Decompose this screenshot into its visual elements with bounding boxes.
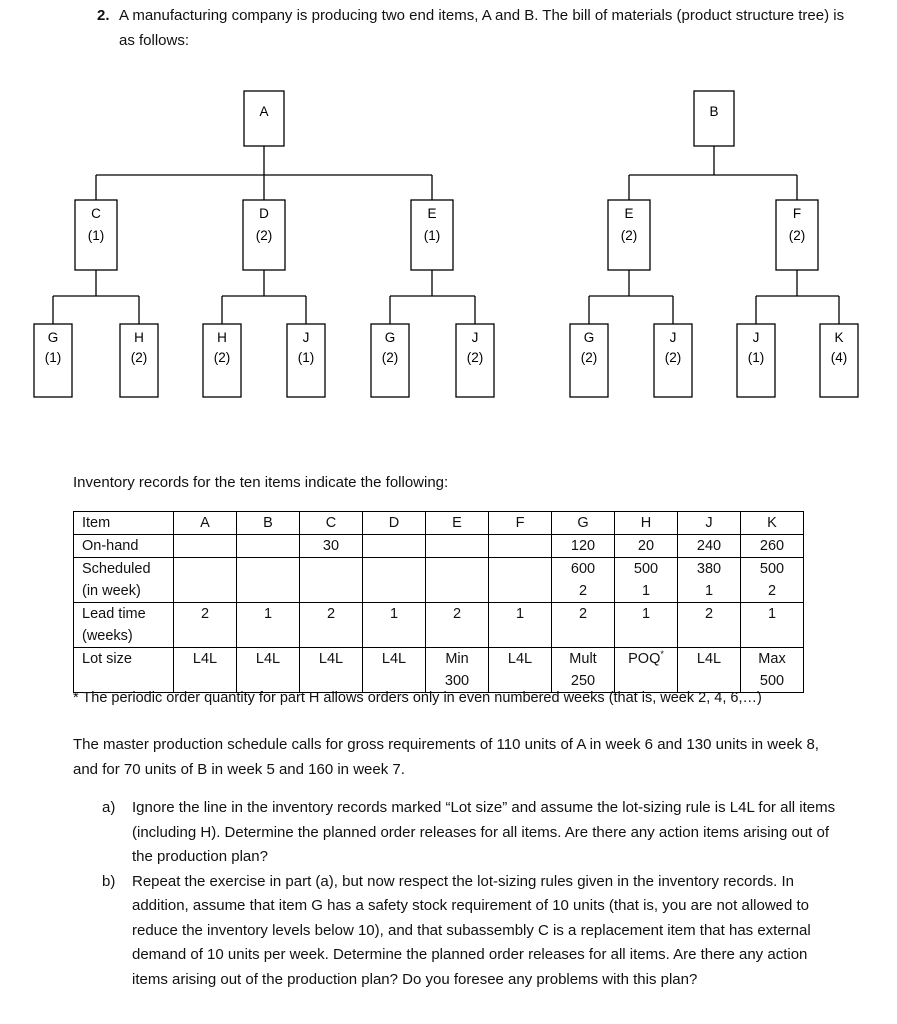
svg-text:J: J (669, 330, 677, 345)
svg-text:(1): (1) (44, 350, 62, 365)
inventory-intro: Inventory records for the ten items indicate the following: (73, 474, 449, 491)
question-list (100, 796, 840, 992)
cell: 2 (426, 603, 489, 648)
bom-node-d (243, 200, 285, 270)
bom-node-f (776, 200, 818, 270)
svg-text:J: J (302, 330, 310, 345)
svg-text:E: E (427, 206, 437, 221)
cell: 120 (552, 535, 615, 558)
cell (489, 558, 552, 603)
cell (426, 558, 489, 603)
problem-number: 2. (97, 7, 110, 24)
bom-leaf-h-under-d (203, 324, 241, 397)
question-text: Repeat the exercise in part (a), but now respect the lot-sizing rules given in the inventory records. In addition, assume that item G has a safety stock requirement of 10 units (that is, you are not allowed to reduce the inventory levels below 10), and that subassembly C is a replacement item that has external demand of 10 units per week. Determine the planned order releases for all items. Are there any action items arising out of the production plan? Do you foresee any problems with this plan? (132, 872, 811, 988)
table-row-scheduled (74, 558, 804, 603)
row-label-leadtime: Lead time (weeks) (74, 603, 174, 648)
table-row-leadtime (74, 603, 804, 648)
cell: 500 2 (741, 558, 804, 603)
cell: 30 (300, 535, 363, 558)
col-header: B (237, 512, 300, 535)
bom-node-e-b (608, 200, 650, 270)
col-header: H (615, 512, 678, 535)
cell: Mult 250 (552, 648, 615, 693)
row-label-scheduled: Scheduled (in week) (74, 558, 174, 603)
bom-leaf-k-under-f (820, 324, 858, 397)
svg-text:G: G (47, 330, 59, 345)
cell: 2 (174, 603, 237, 648)
col-header: G (552, 512, 615, 535)
svg-text:B: B (709, 104, 719, 119)
col-header: A (174, 512, 237, 535)
col-header: D (363, 512, 426, 535)
cell: 600 2 (552, 558, 615, 603)
row-label-lotsize: Lot size (74, 648, 174, 693)
bom-leaf-h-under-c (120, 324, 158, 397)
cell: 1 (363, 603, 426, 648)
bom-node-b (694, 91, 734, 146)
cell: 240 (678, 535, 741, 558)
cell: Max 500 (741, 648, 804, 693)
cell: 1 (615, 603, 678, 648)
svg-text:A: A (259, 104, 269, 119)
svg-text:(2): (2) (381, 350, 399, 365)
footnote: * The periodic order quantity for part H allows orders only in even numbered weeks (that is, week 2, 4, 6,…) (73, 690, 762, 706)
bom-leaf-g-under-e-b (570, 324, 608, 397)
svg-text:J: J (752, 330, 760, 345)
col-header: F (489, 512, 552, 535)
svg-text:(2): (2) (130, 350, 148, 365)
svg-text:(2): (2) (255, 228, 273, 243)
cell (489, 535, 552, 558)
bom-node-a (244, 91, 284, 146)
cell (237, 558, 300, 603)
svg-text:E: E (624, 206, 634, 221)
cell: L4L (363, 648, 426, 693)
svg-text:G: G (384, 330, 396, 345)
bom-leaf-j-under-f (737, 324, 775, 397)
svg-text:C: C (91, 206, 101, 221)
bom-diagram (0, 0, 897, 460)
svg-text:(4): (4) (830, 350, 848, 365)
svg-text:H: H (134, 330, 144, 345)
inventory-table (73, 511, 804, 693)
svg-text:J: J (471, 330, 479, 345)
cell: POQ* (615, 648, 678, 693)
cell: 500 1 (615, 558, 678, 603)
question-label: a) (102, 799, 116, 816)
svg-text:(2): (2) (788, 228, 806, 243)
svg-text:(1): (1) (423, 228, 441, 243)
question-text: Ignore the line in the inventory records marked “Lot size” and assume the lot-sizing rule is L4L for all items (including H). Determine the planned order releases for all items. Are there any action items arising out of the production plan? (132, 799, 836, 865)
cell (300, 558, 363, 603)
row-label-item: Item (74, 512, 174, 535)
svg-text:F: F (792, 206, 802, 221)
table-row-lotsize (74, 648, 804, 693)
row-label-onhand: On-hand (74, 535, 174, 558)
svg-text:G: G (583, 330, 595, 345)
table-row-item (74, 512, 804, 535)
cell (426, 535, 489, 558)
bom-leaf-j-under-d (287, 324, 325, 397)
col-header: K (741, 512, 804, 535)
mps-paragraph: The master production schedule calls for gross requirements of 110 units of A in week 6 and 130 units in week 8, and for 70 units of B in week 5 and 160 in week 7. (73, 736, 819, 778)
cell: 1 (741, 603, 804, 648)
svg-text:(2): (2) (620, 228, 638, 243)
question-b (100, 870, 840, 993)
bom-node-c (75, 200, 117, 270)
question-a (100, 796, 840, 870)
cell: 2 (300, 603, 363, 648)
cell: 1 (237, 603, 300, 648)
bom-leaf-g-under-e-a (371, 324, 409, 397)
cell: 380 1 (678, 558, 741, 603)
cell: L4L (489, 648, 552, 693)
question-label: b) (102, 872, 116, 890)
cell: 260 (741, 535, 804, 558)
svg-text:(1): (1) (297, 350, 315, 365)
bom-node-e-a (411, 200, 453, 270)
svg-text:D: D (259, 206, 269, 221)
cell: 1 (489, 603, 552, 648)
svg-text:(2): (2) (466, 350, 484, 365)
cell: 20 (615, 535, 678, 558)
cell: L4L (678, 648, 741, 693)
svg-text:(2): (2) (213, 350, 231, 365)
cell: L4L (237, 648, 300, 693)
table-row-onhand (74, 535, 804, 558)
cell (237, 535, 300, 558)
col-header: E (426, 512, 489, 535)
cell: L4L (300, 648, 363, 693)
svg-text:(1): (1) (747, 350, 765, 365)
cell (363, 535, 426, 558)
svg-text:(2): (2) (580, 350, 598, 365)
cell: 2 (678, 603, 741, 648)
cell: 2 (552, 603, 615, 648)
cell (174, 558, 237, 603)
cell: Min 300 (426, 648, 489, 693)
cell (363, 558, 426, 603)
bom-leaf-j-under-e-a (456, 324, 494, 397)
problem-intro-text: A manufacturing company is producing two end items, A and B. The bill of materials (product structure tree) is as follows: (119, 7, 845, 49)
cell (174, 535, 237, 558)
svg-text:K: K (834, 330, 844, 345)
bom-leaf-g-under-c (34, 324, 72, 397)
svg-text:(1): (1) (87, 228, 105, 243)
cell: L4L (174, 648, 237, 693)
svg-text:H: H (217, 330, 227, 345)
bom-leaf-j-under-e-b (654, 324, 692, 397)
col-header: J (678, 512, 741, 535)
svg-text:(2): (2) (664, 350, 682, 365)
col-header: C (300, 512, 363, 535)
